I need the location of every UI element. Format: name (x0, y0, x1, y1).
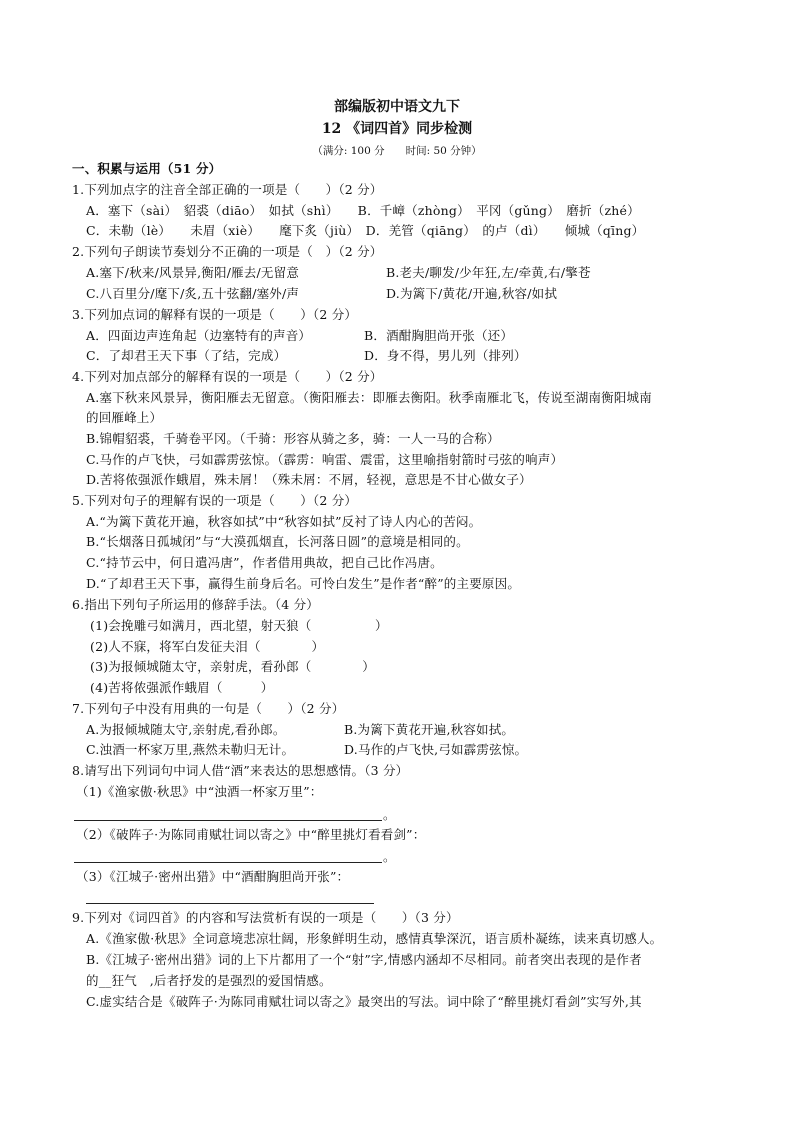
q7-option-a: A.为报倾城随太守,亲射虎,看孙郎。 (86, 722, 286, 737)
q8-answer-line-3[interactable] (86, 903, 374, 904)
q8-item-2: （2）《破阵子·为陈同甫赋壮词以寄之》中“醉里挑灯看看剑”： (76, 827, 426, 842)
document-subtitle: 12 《词四首》同步检测 (321, 121, 473, 137)
q1-options-ab: A．塞下（sài） 貂裘（diāo） 如拭（shì） B．千嶂（zhòng） 平冈（gǔng） 磨折（zhé） (86, 203, 640, 218)
q3-option-d: D．身不得，男儿列（排列） (364, 348, 527, 363)
q2-option-c: C.八百里分/麾下/炙,五十弦翻/塞外/声 (86, 286, 300, 301)
q6-item-1: (1)会挽雕弓如满月，西北望，射天狼（ ） (90, 618, 388, 633)
question-1: 1.下列加点字的注音全部正确的一项是（ ）（2 分） (72, 182, 383, 197)
q4-option-c: C.马作的卢飞快，弓如霹雳弦惊。（霹雳：响雷、震雷，这里喻指射箭时弓弦的响声） (86, 452, 564, 467)
q6-item-3: (3)为报倾城随太守，亲射虎，看孙郎（ ） (90, 659, 376, 674)
q9-option-b-cont: 的__狂气 ,后者抒发的是强烈的爱国情感。 (86, 973, 332, 988)
q7-option-c: C.浊酒一杯家万里,燕然未勒归无计。 (86, 742, 295, 757)
question-9: 9.下列对《词四首》的内容和写法赏析有误的一项是（ ）（3 分） (72, 910, 459, 925)
question-6: 6.指出下列句子所运用的修辞手法。（4 分） (72, 597, 320, 612)
q5-option-d: D.“了却君王天下事，赢得生前身后名。可怜白发生”是作者“醉”的主要原因。 (86, 576, 521, 591)
q7-option-d: D.马作的卢飞快,弓如霹雳弦惊。 (344, 742, 528, 757)
q9-option-c: C.虚实结合是《破阵子·为陈同甫赋壮词以寄之》最突出的写法。词中除了“醉里挑灯看剑”实写外,其 (86, 994, 642, 1009)
q6-item-2: (2)人不寐，将军白发征夫泪（ ） (90, 639, 325, 654)
document-title: 部编版初中语文九下 (334, 99, 460, 115)
q7-option-b: B.为篱下黄花开遍,秋容如拭。 (344, 722, 515, 737)
q3-option-c: C．了却君王天下事（了结，完成） (86, 348, 287, 363)
q8-item-3: （3）《江城子·密州出猎》中“酒酣胸胆尚开张”： (76, 869, 350, 884)
question-3: 3.下列加点词的解释有误的一项是（ ）（2 分） (72, 307, 358, 322)
q4-option-b: B.锦帽貂裘，千骑卷平冈。（千骑：形容从骑之多，骑：一人一马的合称） (86, 431, 500, 446)
question-8: 8.请写出下列词句中词人借“酒”来表达的思想感情。（3 分） (72, 763, 409, 778)
q8-item-1: （1)《渔家傲·秋思》中“浊酒一杯家万里”： (76, 784, 323, 799)
q8-answer-line-1[interactable] (74, 820, 382, 821)
question-7: 7.下列句子中没有用典的一句是（ ）（2 分） (72, 701, 345, 716)
q5-option-b: B.“长烟落日孤城闭”与“大漠孤烟直，长河落日圆”的意境是相同的。 (86, 534, 469, 549)
question-4: 4.下列对加点部分的解释有误的一项是（ ）（2 分） (72, 369, 383, 384)
q8-answer-2-period: 。 (383, 849, 396, 864)
q4-option-a: A.塞下秋来风景异，衡阳雁去无留意。（衡阳雁去：即雁去衡阳。秋季南雁北飞，传说至湖南衡阳城南 (86, 390, 652, 405)
q2-option-b: B.老夫/聊发/少年狂,左/牵黄,右/擎苍 (386, 265, 591, 280)
q2-option-d: D.为篱下/黄花/开遍,秋容/如拭 (386, 286, 558, 301)
q2-option-a: A.塞下/秋来/风景异,衡阳/雁去/无留意 (86, 265, 300, 280)
q6-item-4: (4)苦将侬强派作蛾眉（ ） (90, 680, 274, 695)
exam-meta: （满分: 100 分 时间: 50 分钟） (312, 145, 482, 157)
q9-option-a: A.《渔家傲·秋思》全词意境悲凉壮阔，形象鲜明生动，感情真挚深沉，语言质朴凝练，读来真切感人。 (86, 931, 663, 946)
q4-option-d: D.苦将侬强派作蛾眉，殊未屑！（殊未屑：不屑，轻视，意思是不甘心做女子） (86, 472, 532, 487)
q4-option-a-cont: 的回雁峰上） (86, 410, 163, 425)
q3-option-b: B．酒酣胸胆尚开张（还） (364, 328, 514, 343)
q8-answer-1-period: 。 (383, 807, 396, 822)
q1-options-cd: C．未勒（lè） 未眉（xiè） 麾下炙（jiù） D．羌管（qiāng） 的卢（dì） 倾城（qīng） (86, 223, 645, 238)
question-2: 2.下列句子朗读节奏划分不正确的一项是（ ）（2 分） (72, 244, 383, 259)
q9-option-b: B.《江城子·密州出猎》词的上下片都用了一个“射”字,情感内涵却不尽相同。前者突出表现的是作者 (86, 952, 642, 967)
section-heading: 一、积累与运用（51 分） (72, 161, 222, 176)
q5-option-c: C.“持节云中，何日遣冯唐”，作者借用典故，把自己比作冯唐。 (86, 555, 443, 570)
question-5: 5.下列对句子的理解有误的一项是（ ）（2 分） (72, 493, 358, 508)
q5-option-a: A.“为篱下黄花开遍，秋容如拭”中“秋容如拭”反衬了诗人内心的苦闷。 (86, 514, 482, 529)
q3-option-a: A．四面边声连角起（边塞特有的声音） (86, 328, 312, 343)
q8-answer-line-2[interactable] (74, 862, 382, 863)
